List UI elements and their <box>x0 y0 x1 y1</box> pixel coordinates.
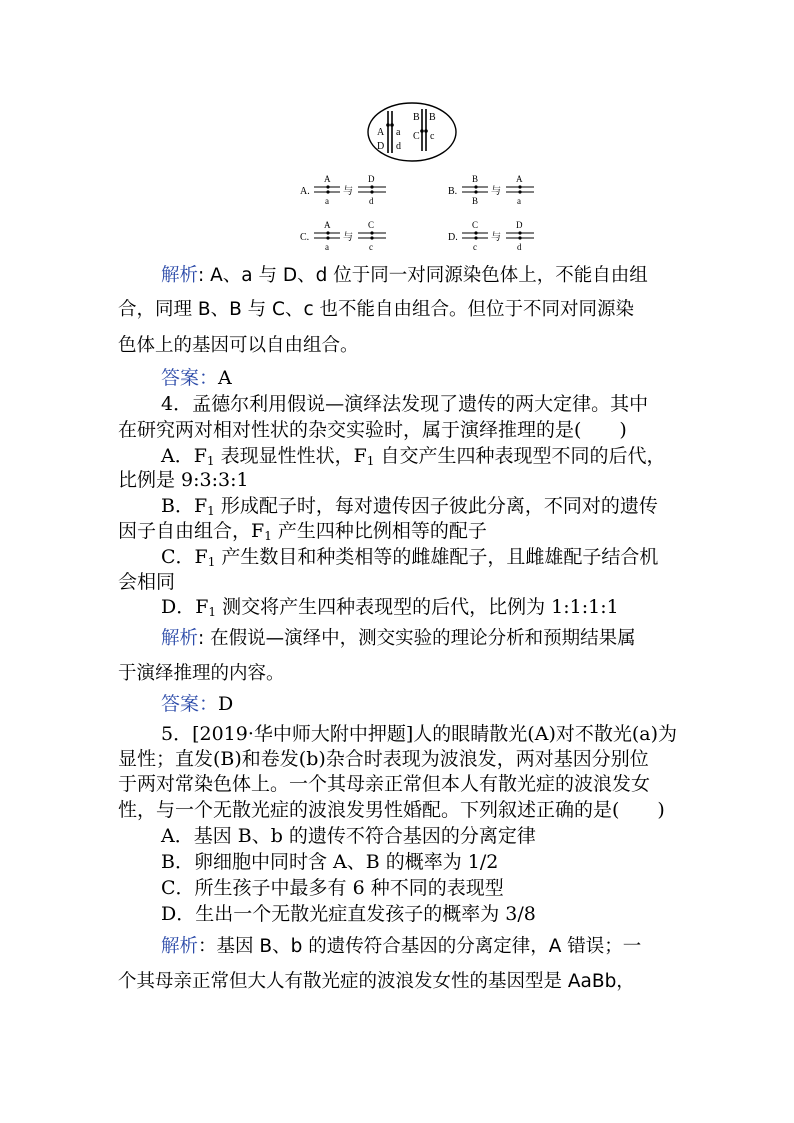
q3-analysis-line-3: 色体上的基因可以自由组合。 <box>118 335 359 356</box>
svg-text:A.: A. <box>300 186 310 197</box>
q3-answer-label: 答案： <box>161 367 219 389</box>
q3-analysis-line-2: 合，同理 B、B 与 C、c 也不能自由组合。但位于不同对同源染 <box>118 299 634 320</box>
q5-option-d: D．生出一个无散光症直发孩子的概率为 3/8 <box>161 903 536 925</box>
q5-stem-line-2: 显性；直发(B)和卷发(b)杂合时表现为波浪发，两对基因分别位 <box>118 748 649 770</box>
svg-text:与: 与 <box>491 186 501 197</box>
q5-option-a: A．基因 B、b 的遗传不符合基因的分离定律 <box>161 825 536 847</box>
option-diagram-d <box>448 218 548 254</box>
svg-text:a: a <box>517 196 521 206</box>
q4-stem-line-2: 在研究两对相对性状的杂交实验时，属于演绎推理的是( ) <box>118 419 627 441</box>
svg-text:B: B <box>472 174 479 184</box>
svg-text:与: 与 <box>491 232 501 243</box>
option-diagram-c <box>300 218 400 254</box>
q4-option-a-cont: 比例是 9:3:3:1 <box>118 469 249 491</box>
svg-text:C: C <box>472 220 479 230</box>
q5-stem-line-3: 于两对常染色体上。一个其母亲正常但本人有散光症的波浪发女 <box>118 773 651 795</box>
q5-option-b: B．卵细胞中同时含 A、B 的概率为 1/2 <box>161 851 499 873</box>
q4-option-a: A．$F_1$ 表现显性性状，$F_1$ 自交产生四种表现型不同的后代， <box>161 445 666 468</box>
q3-answer: 答案：A <box>161 367 232 389</box>
svg-text:A: A <box>516 174 523 184</box>
q4-analysis-label: 解析 <box>161 628 199 649</box>
option-diagram-a <box>300 172 400 208</box>
q5-stem-line-1: 5．[2019·华中师大附中押题]人的眼睛散光(A)对不散光(a)为 <box>161 723 678 745</box>
q4-answer-label: 答案： <box>161 693 219 715</box>
q5-stem-line-4: 性，与一个无散光症的波浪发男性婚配。下列叙述正确的是( ) <box>118 799 665 821</box>
allele-D: D <box>377 141 385 152</box>
allele-C: C <box>413 131 420 142</box>
chromosome-cell-diagram <box>366 101 458 165</box>
svg-text:D: D <box>516 220 523 230</box>
svg-text:与: 与 <box>343 186 353 197</box>
q4-answer: 答案：D <box>161 693 234 715</box>
q5-analysis-line-1: 解析：基因 B、b 的遗传符合基因的分离定律，A 错误；一 <box>161 936 642 957</box>
q5-analysis-label: 解析 <box>161 936 199 957</box>
svg-text:D.: D. <box>448 232 458 243</box>
svg-text:A: A <box>324 220 331 230</box>
q4-option-b-cont: 因子自由组合，$F_1$ 产生四种比例相等的配子 <box>118 520 487 543</box>
svg-text:C.: C. <box>300 232 310 243</box>
allele-a: a <box>396 127 401 138</box>
svg-text:与: 与 <box>343 232 353 243</box>
svg-text:d: d <box>369 196 374 206</box>
q3-analysis-line-1: 解析: A、a 与 D、d 位于同一对同源染色体上，不能自由组 <box>161 265 648 286</box>
q4-stem-line-1: 4．孟德尔利用假说—演绎法发现了遗传的两大定律。其中 <box>161 393 649 415</box>
q3-analysis-label: 解析 <box>161 265 199 286</box>
svg-text:a: a <box>325 196 329 206</box>
svg-text:C: C <box>368 220 375 230</box>
q4-option-d: D．$F_1$ 测交将产生四种表现型的后代，比例为 1:1:1:1 <box>161 596 619 619</box>
svg-text:A: A <box>324 174 331 184</box>
q4-option-c-cont: 会相同 <box>118 571 176 593</box>
option-diagram-b <box>448 172 548 208</box>
allele-d: d <box>396 141 401 152</box>
allele-B-right: B <box>429 112 436 123</box>
allele-c: c <box>430 131 435 142</box>
q4-option-c: C．$F_1$ 产生数目和种类相等的雌雄配子，且雌雄配子结合机 <box>161 546 659 569</box>
svg-text:D: D <box>368 174 375 184</box>
allele-B-left: B <box>413 112 420 123</box>
allele-A: A <box>377 127 385 138</box>
q5-analysis-line-2: 个其母亲正常但大人有散光症的波浪发女性的基因型是 AaBb， <box>118 971 635 992</box>
svg-text:B: B <box>472 196 479 206</box>
q4-analysis-line-1: 解析: 在假说—演绎中，测交实验的理论分析和预期结果属 <box>161 628 636 649</box>
q4-option-b: B．$F_1$ 形成配子时，每对遗传因子彼此分离，不同对的遗传 <box>161 495 658 518</box>
svg-text:B.: B. <box>448 186 458 197</box>
q5-option-c: C．所生孩子中最多有 6 种不同的表现型 <box>161 877 504 899</box>
q4-analysis-line-2: 于演绎推理的内容。 <box>118 663 285 684</box>
svg-text:a: a <box>325 242 329 252</box>
svg-text:c: c <box>369 242 373 252</box>
svg-text:c: c <box>473 242 477 252</box>
svg-text:d: d <box>517 242 522 252</box>
